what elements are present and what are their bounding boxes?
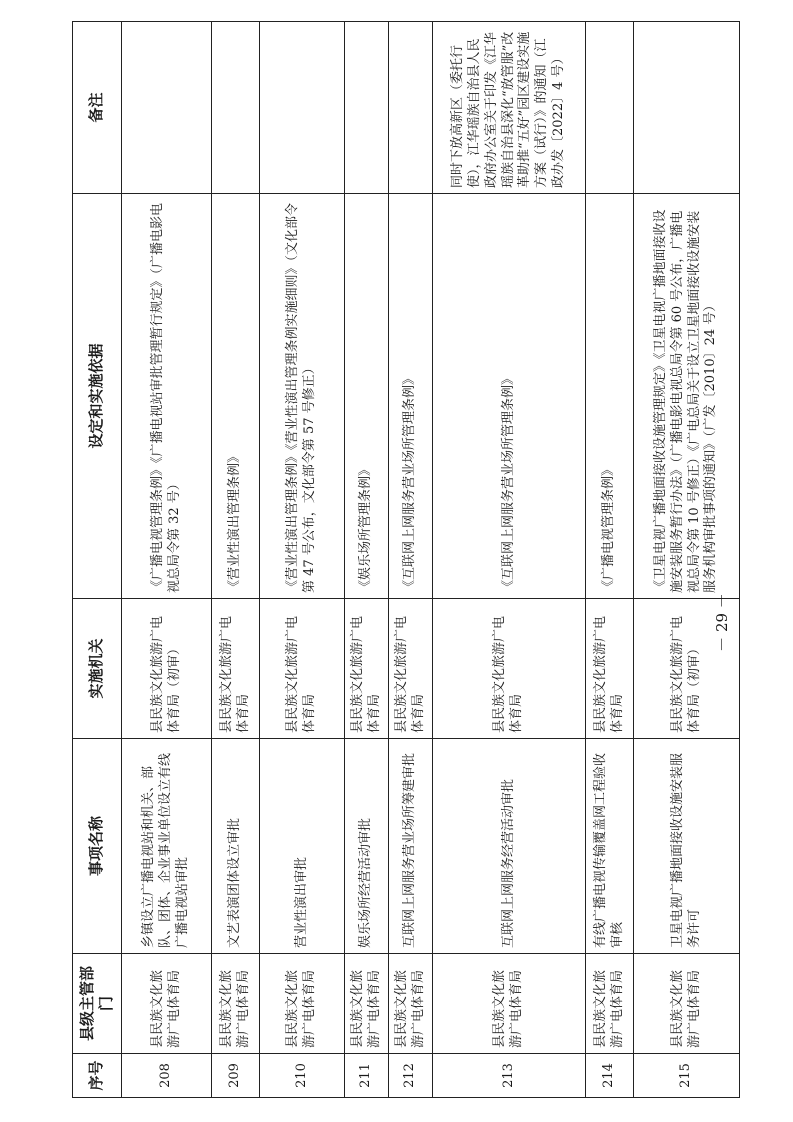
row-department: 县民族文化旅游广电体育局: [433, 954, 586, 1054]
row-no: 208: [122, 1054, 212, 1098]
page-number: [706, 582, 736, 662]
header-no: 序号: [73, 1054, 122, 1098]
row-department: 县民族文化旅游广电体育局: [586, 954, 634, 1054]
row-basis: 《互联网上网服务营业场所管理条例》: [389, 194, 433, 599]
row-department: 县民族文化旅游广电体育局: [389, 954, 433, 1054]
row-basis: 《营业性演出管理条例》: [212, 194, 260, 599]
row-department: 县民族文化旅游广电体育局: [634, 954, 740, 1054]
row-department: 县民族文化旅游广电体育局: [345, 954, 389, 1054]
header-department: 县级主管部门: [73, 954, 122, 1054]
row-basis: 《广播电视管理条例》: [586, 194, 634, 599]
row-basis: 《互联网上网服务营业场所管理条例》: [433, 194, 586, 599]
row-item: 乡镇设立广播电视站和机关、部队、团体、企业事业单位设立有线广播电视站审批: [122, 739, 212, 954]
row-item: 娱乐场所经营活动审批: [345, 739, 389, 954]
row-item: 互联网上网服务经营活动审批: [433, 739, 586, 954]
row-authority: 县民族文化旅游广电体育局: [586, 599, 634, 739]
row-department: 县民族文化旅游广电体育局: [122, 954, 212, 1054]
header-note: 备注: [73, 22, 122, 194]
row-item: 文艺表演团体设立审批: [212, 739, 260, 954]
table-header-row: [73, 22, 122, 1098]
row-authority: 县民族文化旅游广电体育局: [212, 599, 260, 739]
row-basis: 《卫星电视广播地面接收设施管理规定》《卫星电视广播地面接收设施安装服务暂行办法》（广播电影电视总局令第 60 号公布，广播电视总局令第 10 号修正）《广电总局关于设立卫星地面接收设施安装服务机构审批事项的通知》（广发〔2010〕24 号）: [634, 194, 740, 599]
row-no: 215: [634, 1054, 740, 1098]
row-authority: 县民族文化旅游广电体育局（初审）: [122, 599, 212, 739]
row-note: [389, 22, 433, 194]
row-department: 县民族文化旅游广电体育局: [260, 954, 345, 1054]
row-note: [634, 22, 740, 194]
row-no: 209: [212, 1054, 260, 1098]
header-item: 事项名称: [73, 739, 122, 954]
table-row: [433, 22, 586, 1098]
row-item: 互联网上网服务营业场所筹建审批: [389, 739, 433, 954]
table-row: [260, 22, 345, 1098]
row-authority: 县民族文化旅游广电体育局: [260, 599, 345, 739]
row-authority: 县民族文化旅游广电体育局（初审）: [634, 599, 740, 739]
header-authority: 实施机关: [73, 599, 122, 739]
row-authority: 县民族文化旅游广电体育局: [345, 599, 389, 739]
row-note: [586, 22, 634, 194]
table-row: [122, 22, 212, 1098]
rotated-page-content: [72, 22, 719, 1098]
row-item: 营业性演出审批: [260, 739, 345, 954]
row-note: [122, 22, 212, 194]
row-item: 卫星电视广播地面接收设施安装服务许可: [634, 739, 740, 954]
row-note: 同时下放高新区（委托行使），江华瑶族自治县人民政府办公室关于印发《江华瑶族自治县深化“放管服”改革助推“五好”园区建设实施方案（试行）》的通知（江政办发〔2022〕4 号）: [433, 22, 586, 194]
table-row: [634, 22, 740, 1098]
table-row: [345, 22, 389, 1098]
row-note: [212, 22, 260, 194]
row-no: 212: [389, 1054, 433, 1098]
approval-items-table: [72, 21, 740, 1098]
row-note: [260, 22, 345, 194]
row-basis: 《营业性演出管理条例》《营业性演出管理条例实施细则》（文化部令第 47 号公布，文化部令第 57 号修正）: [260, 194, 345, 599]
row-item: 有线广播电视传输覆盖网工程验收审核: [586, 739, 634, 954]
row-department: 县民族文化旅游广电体育局: [212, 954, 260, 1054]
row-no: 211: [345, 1054, 389, 1098]
table-row: [586, 22, 634, 1098]
table-row: [212, 22, 260, 1098]
row-no: 214: [586, 1054, 634, 1098]
row-authority: 县民族文化旅游广电体育局: [433, 599, 586, 739]
page-number-text: － 29 －: [712, 592, 731, 652]
row-basis: 《广播电视管理条例》《广播电视站审批管理暂行规定》（广播电影电视总局令第 32 号）: [122, 194, 212, 599]
row-no: 213: [433, 1054, 586, 1098]
row-note: [345, 22, 389, 194]
row-basis: 《娱乐场所管理条例》: [345, 194, 389, 599]
row-no: 210: [260, 1054, 345, 1098]
row-authority: 县民族文化旅游广电体育局: [389, 599, 433, 739]
table-row: [389, 22, 433, 1098]
header-basis: 设定和实施依据: [73, 194, 122, 599]
